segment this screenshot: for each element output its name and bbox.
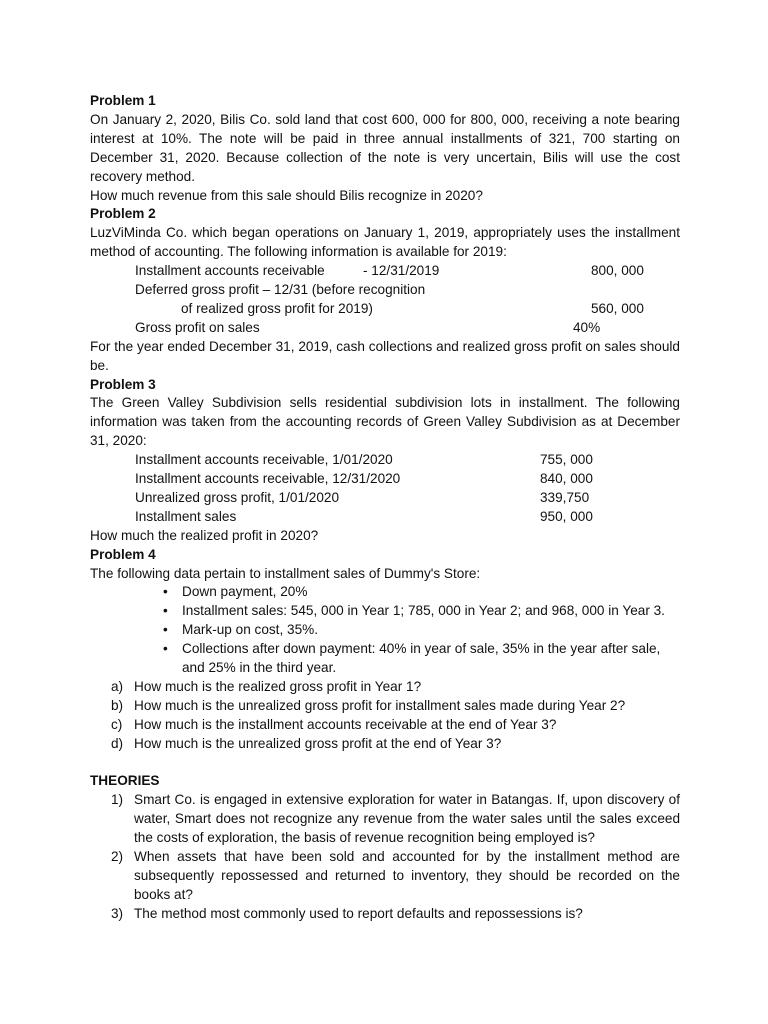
item-text: Smart Co. is engaged in extensive exploration for water in Batangas. If, upon discovery of water, Smart does not recognize any revenue from the water sales until the sales exceed the costs of exploration, the basis of revenue recognition being employed is? bbox=[134, 792, 680, 846]
theory-item bbox=[111, 905, 680, 924]
problem-2-row bbox=[90, 262, 680, 281]
bullet-item: • Installment sales: 545, 000 in Year 1; 785, 000 in Year 2; and 968, 000 in Year 3. bbox=[182, 602, 680, 621]
problem-3-row bbox=[90, 508, 680, 527]
question-item bbox=[111, 697, 680, 716]
item-text: When assets that have been sold and accounted for by the installment method are subsequently repossessed and returned to inventory, they should be recorded on the books at? bbox=[134, 849, 680, 902]
problem-2-question: For the year ended December 31, 2019, cash collections and realized gross profit on sales should be. bbox=[90, 338, 680, 373]
problem-4-heading: Problem 4 bbox=[90, 546, 156, 562]
document-page bbox=[90, 92, 680, 924]
row-label: Installment accounts receivable, 12/31/2020 bbox=[135, 471, 401, 487]
row-label: Deferred gross profit – 12/31 (before recognition bbox=[135, 282, 426, 298]
row-label: of realized gross profit for 2019) bbox=[181, 300, 373, 316]
item-marker: a) bbox=[111, 678, 124, 694]
row-value: 800, 000 bbox=[591, 263, 644, 279]
problem-4-question-list bbox=[90, 678, 680, 754]
problem-2-row bbox=[90, 300, 680, 319]
problem-2-text: LuzViMinda Co. which began operations on January 1, 2019, appropriately uses the installment method of accounting. The following information is available for 2019: bbox=[90, 225, 680, 260]
question-item bbox=[111, 678, 680, 697]
problem-4-bullet-list bbox=[90, 583, 680, 678]
problem-3-question: How much the realized profit in 2020? bbox=[90, 527, 319, 543]
bullet-item: • Collections after down payment: 40% in year of sale, 35% in the year after sale, and 25% in the third year. bbox=[182, 640, 680, 678]
problem-1-heading: Problem 1 bbox=[90, 93, 156, 108]
row-value: 950, 000 bbox=[540, 508, 593, 524]
problem-2-row bbox=[90, 319, 680, 338]
item-text: How much is the unrealized gross profit for installment sales made during Year 2? bbox=[134, 697, 626, 713]
problem-4-intro: The following data pertain to installment sales of Dummy's Store: bbox=[90, 565, 481, 581]
problem-3-heading: Problem 3 bbox=[90, 376, 156, 392]
item-marker: 2) bbox=[111, 849, 124, 865]
question-item bbox=[111, 735, 680, 754]
problem-3-row bbox=[90, 451, 680, 470]
row-value: 755, 000 bbox=[540, 452, 593, 468]
item-marker: 1) bbox=[111, 792, 124, 808]
item-marker: d) bbox=[111, 735, 124, 751]
item-text: How much is the realized gross profit in Year 1? bbox=[134, 678, 422, 694]
problem-1-question: How much revenue from this sale should Bilis recognize in 2020? bbox=[90, 187, 483, 203]
item-text: How much is the unrealized gross profit at the end of Year 3? bbox=[134, 735, 502, 751]
item-text: The method most commonly used to report defaults and repossessions is? bbox=[134, 905, 583, 921]
row-value: 840, 000 bbox=[540, 471, 593, 487]
item-marker: 3) bbox=[111, 905, 124, 921]
bullet-item: • Down payment, 20% bbox=[182, 583, 680, 602]
problem-2-heading: Problem 2 bbox=[90, 206, 156, 222]
row-value: 560, 000 bbox=[591, 300, 644, 316]
item-text: How much is the installment accounts receivable at the end of Year 3? bbox=[134, 716, 557, 732]
theory-item bbox=[111, 848, 680, 905]
item-marker: b) bbox=[111, 697, 124, 713]
row-value: 40% bbox=[573, 319, 601, 335]
question-item bbox=[111, 716, 680, 735]
theory-item bbox=[111, 791, 680, 848]
problem-3-row bbox=[90, 489, 680, 508]
row-label: Installment sales bbox=[135, 508, 237, 524]
theories-heading: THEORIES bbox=[90, 773, 160, 789]
problem-3-row bbox=[90, 470, 680, 489]
problem-3-text: The Green Valley Subdivision sells residential subdivision lots in installment. The following information was taken from the accounting records of Green Valley Subdivision as at December 31, 2020: bbox=[90, 395, 680, 449]
bullet-item: • Mark-up on cost, 35%. bbox=[182, 621, 680, 640]
row-label: Unrealized gross profit, 1/01/2020 bbox=[135, 489, 340, 505]
problem-2-row bbox=[90, 281, 680, 300]
row-value: 339,750 bbox=[540, 489, 590, 505]
theories-list bbox=[90, 791, 680, 923]
row-label: Gross profit on sales bbox=[135, 319, 260, 335]
section-spacer bbox=[90, 754, 680, 773]
item-marker: c) bbox=[111, 716, 123, 732]
row-label: Installment accounts receivable, 1/01/2020 bbox=[135, 452, 393, 468]
row-date: - 12/31/2019 bbox=[363, 263, 440, 279]
row-label: Installment accounts receivable bbox=[135, 263, 325, 279]
problem-1-text: On January 2, 2020, Bilis Co. sold land that cost 600, 000 for 800, 000, receiving a note bearing interest at 10%. The note will be paid in three annual installments of 321, 700 starting on December 31, 2020. Because collection of the note is very uncertain, Bilis will use the cost recovery method. bbox=[90, 111, 680, 184]
